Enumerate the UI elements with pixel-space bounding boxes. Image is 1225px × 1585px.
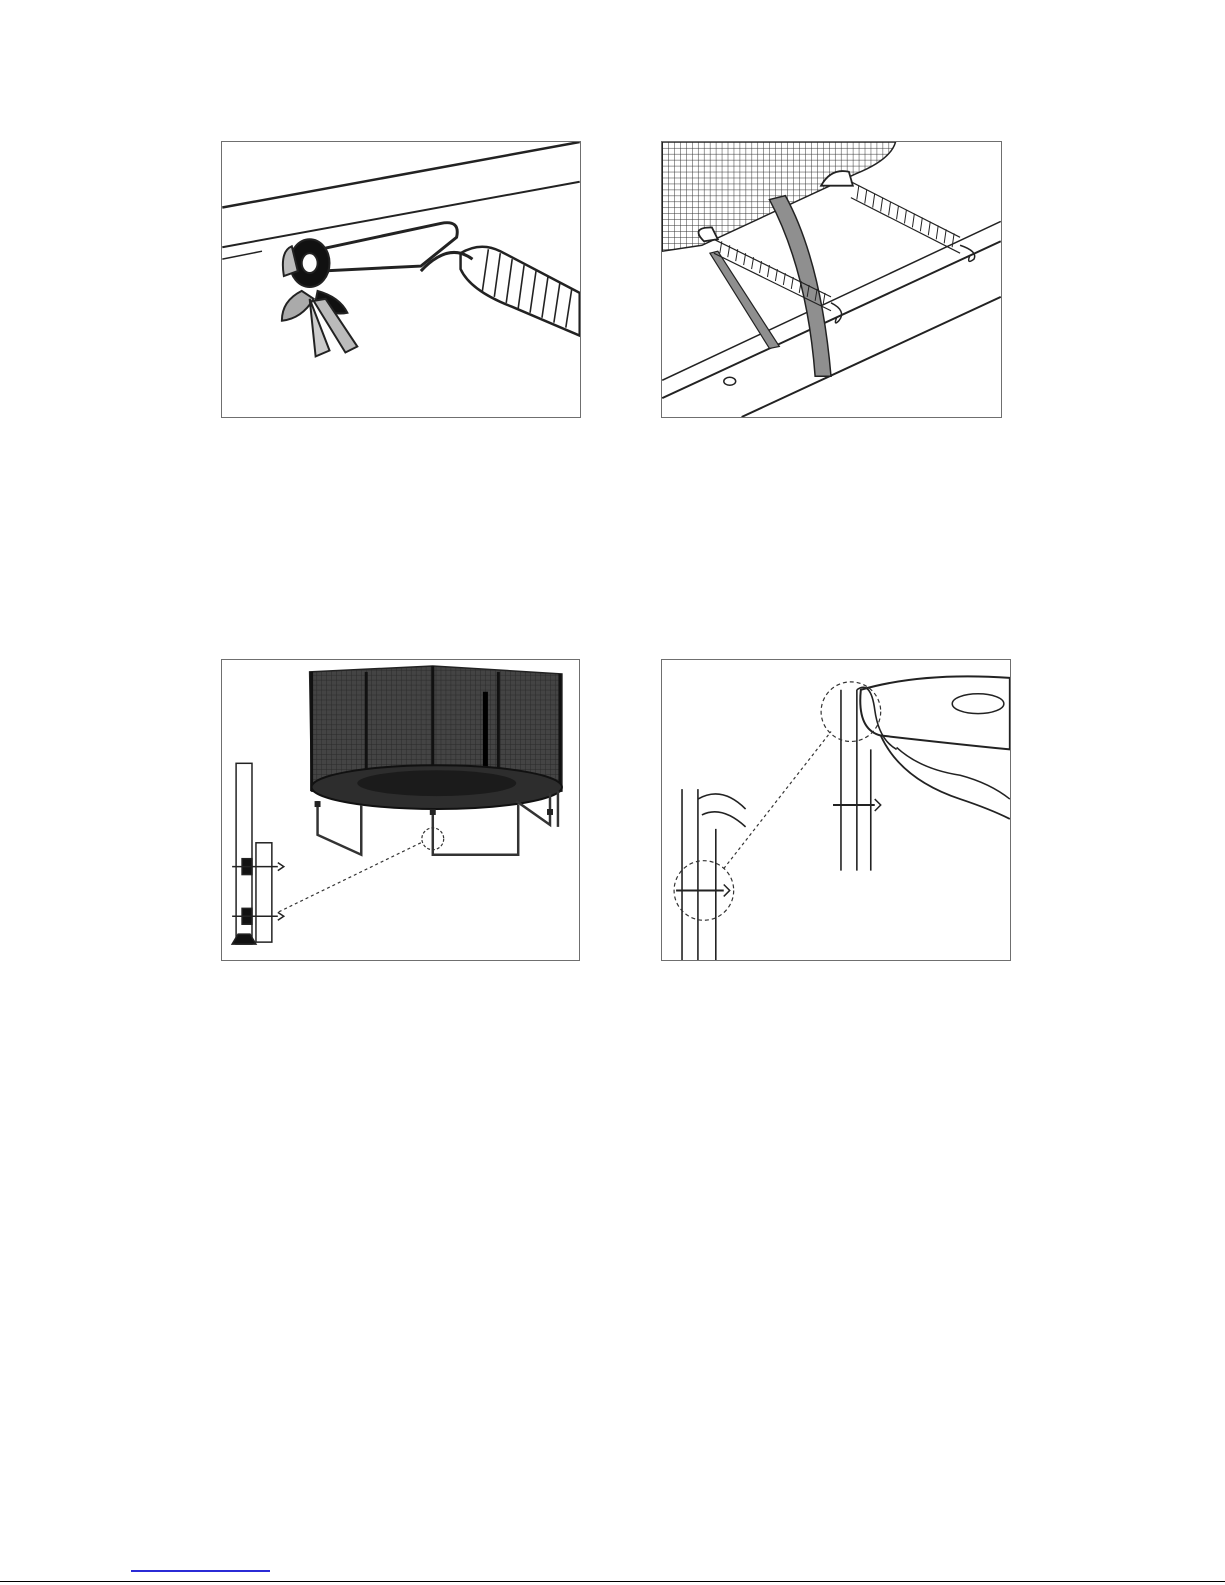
footer-link-underline[interactable] [131,1570,270,1572]
figure-springs-strap [661,141,1002,418]
pole-clamp-pad-illustration [662,660,1010,960]
trampoline-enclosure-illustration [222,660,579,960]
figure-spring-hook [221,141,581,418]
spring-hook-illustration [222,142,580,417]
footer-divider [0,1581,1225,1582]
figure-pole-clamp-pad [661,659,1011,961]
figure-trampoline-leg-clamp [221,659,580,961]
springs-strap-illustration [662,142,1001,417]
